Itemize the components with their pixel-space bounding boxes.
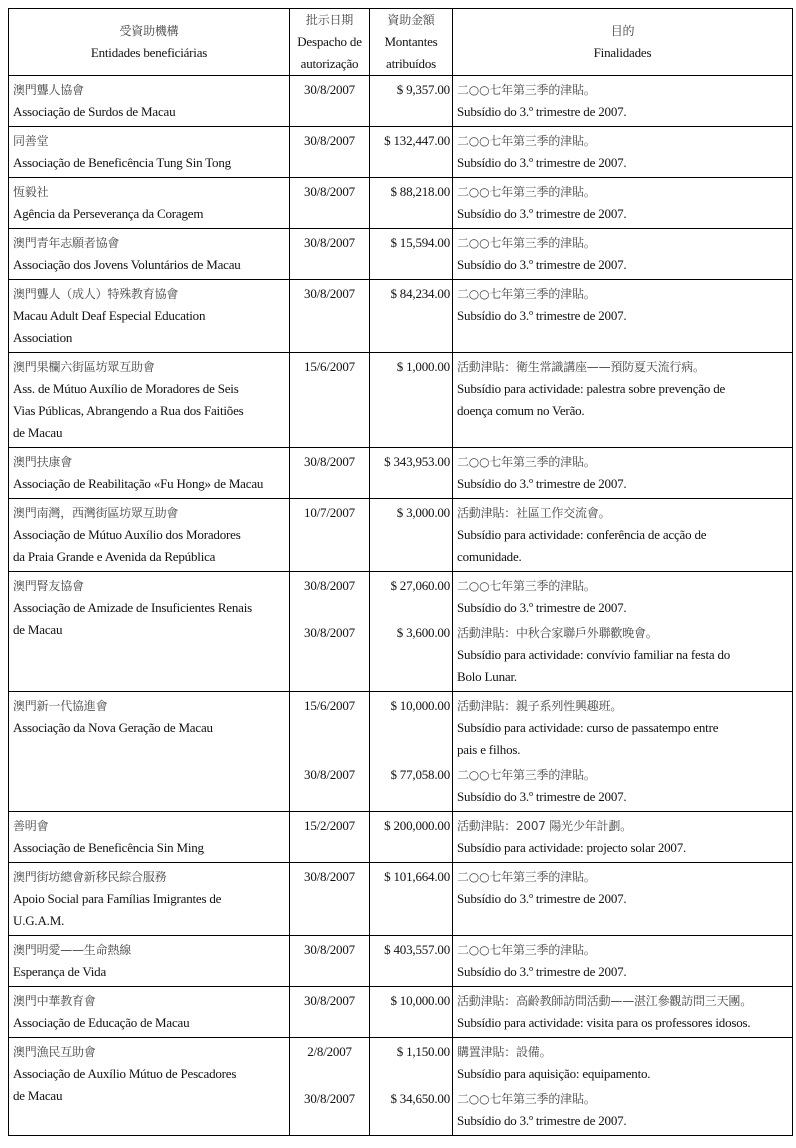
authorization-date: 15/6/2007: [304, 359, 355, 374]
entity-name-line: Associação de Amizade de Insuficientes Renais: [13, 600, 252, 615]
table-row: [9, 812, 793, 863]
amount: $ 77,058.00: [390, 767, 450, 782]
entries: [290, 987, 793, 1037]
date-cell: [290, 1085, 370, 1135]
purpose-line: Subsídio do 3.º trimestre de 2007.: [457, 476, 627, 491]
header-amount: [370, 9, 453, 75]
header-label: Entidades beneficiárias: [90, 45, 208, 60]
purpose-line: comunidade.: [457, 549, 522, 564]
purpose-line: Subsídio para actividade: projecto solar 2007.: [457, 840, 687, 855]
amount: $ 88,218.00: [390, 184, 450, 199]
amount-cell: [370, 863, 453, 935]
purpose-line: Subsídio do 3.º trimestre de 2007.: [457, 789, 627, 804]
entity-name-line: 澳門新一代協進會: [13, 699, 108, 713]
header-entities: [9, 9, 290, 75]
entity-name-line: 澳門南灣，西灣街區坊眾互助會: [13, 506, 179, 520]
authorization-date: 30/8/2007: [304, 454, 355, 469]
entries: [290, 280, 793, 352]
purpose-line: Subsídio para actividade: convívio familiar na festa do: [457, 647, 731, 662]
entity-name-line: 澳門中華教育會: [13, 994, 96, 1008]
amount-cell: [370, 229, 453, 279]
subsidy-table: [8, 8, 793, 1136]
subsidy-entry: [290, 987, 793, 1037]
entity-cell: [9, 76, 290, 126]
amount-cell: [370, 619, 453, 691]
purpose-cell: [453, 936, 793, 986]
authorization-date: 30/8/2007: [304, 767, 355, 782]
entity-cell: [9, 178, 290, 228]
authorization-date: 30/8/2007: [304, 1091, 355, 1106]
entity-cell: [9, 572, 290, 691]
subsidy-entry: [290, 572, 793, 619]
table-row: [9, 692, 793, 812]
purpose-line: 二○○七年第三季的津貼。: [457, 185, 596, 199]
date-cell: [290, 863, 370, 935]
header-label: 目的: [610, 24, 635, 38]
subsidy-entry: [290, 127, 793, 177]
entity-name-line: Associação de Reabilitação «Fu Hong» de Macau: [13, 476, 264, 491]
header-label: Despacho de: [297, 34, 362, 49]
entity-name-line: de Macau: [13, 1088, 63, 1103]
date-cell: [290, 572, 370, 619]
purpose-line: 二○○七年第三季的津貼。: [457, 287, 596, 301]
amount: $ 27,060.00: [390, 578, 450, 593]
table-header: [9, 9, 793, 76]
authorization-date: 30/8/2007: [304, 578, 355, 593]
purpose-line: 二○○七年第三季的津貼。: [457, 134, 596, 148]
subsidy-entry: [290, 353, 793, 447]
subsidy-entry: [290, 1038, 793, 1085]
entity-name-line: Association: [13, 330, 73, 345]
amount-cell: [370, 448, 453, 498]
date-cell: [290, 619, 370, 691]
entity-cell: [9, 229, 290, 279]
table-row: [9, 863, 793, 936]
date-cell: [290, 692, 370, 761]
entries: [290, 178, 793, 228]
authorization-date: 30/8/2007: [304, 235, 355, 250]
entity-name-line: de Macau: [13, 622, 63, 637]
subsidy-entry: [290, 1085, 793, 1135]
purpose-cell: [453, 812, 793, 862]
purpose-cell: [453, 761, 793, 811]
purpose-cell: [453, 76, 793, 126]
table-row: [9, 936, 793, 987]
amount-cell: [370, 812, 453, 862]
header-label: autorização: [300, 56, 359, 71]
table-row: [9, 987, 793, 1038]
table-row: [9, 76, 793, 127]
purpose-line: Subsídio para actividade: visita para os professores idosos.: [457, 1015, 751, 1030]
amount: $ 84,234.00: [390, 286, 450, 301]
purpose-line: 二○○七年第三季的津貼。: [457, 236, 596, 250]
amount: $ 9,357.00: [396, 82, 450, 97]
entity-name-line: Vias Públicas, Abrangendo a Rua dos Faitiões: [13, 403, 244, 418]
entity-name-line: 澳門聾人協會: [13, 83, 84, 97]
amount-cell: [370, 1085, 453, 1135]
purpose-cell: [453, 1038, 793, 1085]
purpose-line: Subsídio do 3.º trimestre de 2007.: [457, 600, 627, 615]
entity-name-line: Associação dos Jovens Voluntários de Macau: [13, 257, 241, 272]
subsidy-entry: [290, 499, 793, 571]
date-cell: [290, 127, 370, 177]
subsidy-entry: [290, 812, 793, 862]
amount: $ 3,000.00: [396, 505, 450, 520]
purpose-line: 二○○七年第三季的津貼。: [457, 83, 596, 97]
subsidy-entry: [290, 761, 793, 811]
purpose-line: 購置津貼：設備。: [457, 1045, 552, 1059]
date-cell: [290, 936, 370, 986]
purpose-line: Subsídio do 3.º trimestre de 2007.: [457, 891, 627, 906]
purpose-line: Subsídio para actividade: curso de passatempo entre: [457, 720, 719, 735]
table-row: [9, 353, 793, 448]
amount: $ 343,953.00: [384, 454, 450, 469]
entity-name-line: 同善堂: [13, 134, 49, 148]
purpose-cell: [453, 448, 793, 498]
table-row: [9, 229, 793, 280]
entity-name-line: Associação de Surdos de Macau: [13, 104, 176, 119]
entity-name-line: Agência da Perseverança da Coragem: [13, 206, 204, 221]
authorization-date: 30/8/2007: [304, 184, 355, 199]
authorization-date: 30/8/2007: [304, 993, 355, 1008]
entity-name-line: 澳門果欄六街區坊眾互助會: [13, 360, 155, 374]
entity-name-line: 澳門明愛——生命熱線: [13, 943, 132, 957]
purpose-line: Subsídio para aquisição: equipamento.: [457, 1066, 651, 1081]
subsidy-entry: [290, 76, 793, 126]
date-cell: [290, 280, 370, 352]
authorization-date: 10/7/2007: [304, 505, 355, 520]
purpose-line: Subsídio do 3.º trimestre de 2007.: [457, 206, 627, 221]
purpose-cell: [453, 863, 793, 935]
purpose-line: 二○○七年第三季的津貼。: [457, 943, 596, 957]
amount-cell: [370, 76, 453, 126]
entity-cell: [9, 280, 290, 352]
date-cell: [290, 229, 370, 279]
authorization-date: 30/8/2007: [304, 625, 355, 640]
date-cell: [290, 499, 370, 571]
purpose-cell: [453, 692, 793, 761]
purpose-cell: [453, 178, 793, 228]
authorization-date: 30/8/2007: [304, 286, 355, 301]
purpose-line: Bolo Lunar.: [457, 669, 517, 684]
entity-cell: [9, 812, 290, 862]
entity-name-line: Associação de Mútuo Auxílio dos Moradores: [13, 527, 241, 542]
purpose-line: 活動津貼：2007 陽光少年計劃。: [457, 819, 632, 833]
purpose-line: Subsídio para actividade: conferência de acção de: [457, 527, 707, 542]
table-body: [9, 76, 793, 1136]
entity-name-line: Apoio Social para Famílias Imigrantes de: [13, 891, 222, 906]
header-date: [290, 9, 370, 75]
header-label: Finalidades: [593, 45, 652, 60]
subsidy-entry: [290, 280, 793, 352]
entries: [290, 127, 793, 177]
purpose-line: Subsídio do 3.º trimestre de 2007.: [457, 1113, 627, 1128]
entity-name-line: de Macau: [13, 425, 63, 440]
entity-cell: [9, 692, 290, 811]
entries: [290, 229, 793, 279]
date-cell: [290, 1038, 370, 1085]
table-row: [9, 499, 793, 572]
date-cell: [290, 353, 370, 447]
subsidy-entry: [290, 448, 793, 498]
purpose-line: 活動津貼：中秋合家聯戶外聯歡晚會。: [457, 626, 658, 640]
authorization-date: 30/8/2007: [304, 82, 355, 97]
purpose-line: 活動津貼：親子系列性興趣班。: [457, 699, 623, 713]
entity-name-line: 恆毅社: [13, 185, 49, 199]
entity-cell: [9, 1038, 290, 1135]
purpose-cell: [453, 499, 793, 571]
subsidy-entry: [290, 936, 793, 986]
amount-cell: [370, 761, 453, 811]
purpose-cell: [453, 280, 793, 352]
purpose-cell: [453, 572, 793, 619]
amount-cell: [370, 1038, 453, 1085]
entity-name-line: Esperança de Vida: [13, 964, 107, 979]
amount: $ 101,664.00: [384, 869, 450, 884]
header-label: 資助金額: [387, 13, 435, 27]
purpose-line: doença comum no Verão.: [457, 403, 585, 418]
entries: [290, 572, 793, 691]
amount-cell: [370, 692, 453, 761]
amount: $ 1,000.00: [396, 359, 450, 374]
date-cell: [290, 448, 370, 498]
table-row: [9, 1038, 793, 1136]
purpose-line: 二○○七年第三季的津貼。: [457, 768, 596, 782]
purpose-line: Subsídio do 3.º trimestre de 2007.: [457, 308, 627, 323]
entity-name-line: Macau Adult Deaf Especial Education: [13, 308, 206, 323]
subsidy-entry: [290, 619, 793, 691]
authorization-date: 15/2/2007: [304, 818, 355, 833]
entity-cell: [9, 987, 290, 1037]
authorization-date: 30/8/2007: [304, 942, 355, 957]
entity-name-line: da Praia Grande e Avenida da República: [13, 549, 216, 564]
entries: [290, 499, 793, 571]
purpose-line: 活動津貼：社區工作交流會。: [457, 506, 611, 520]
amount-cell: [370, 280, 453, 352]
entity-cell: [9, 353, 290, 447]
purpose-line: Subsídio para actividade: palestra sobre prevenção de: [457, 381, 726, 396]
entity-name-line: 澳門扶康會: [13, 455, 73, 469]
entity-cell: [9, 448, 290, 498]
entity-name-line: Associação de Beneficência Tung Sin Tong: [13, 155, 231, 170]
purpose-line: 活動津貼：高齡教師訪問活動——湛江參觀訪問三天團。: [457, 994, 753, 1008]
amount-cell: [370, 936, 453, 986]
amount: $ 132,447.00: [384, 133, 450, 148]
table-row: [9, 178, 793, 229]
header-label: 受資助機構: [119, 24, 179, 38]
entity-name-line: 澳門街坊總會新移民綜合服務: [13, 870, 167, 884]
entries: [290, 863, 793, 935]
entries: [290, 448, 793, 498]
amount: $ 1,150.00: [396, 1044, 450, 1059]
entity-name-line: 澳門聾人（成人）特殊教育協會: [13, 287, 179, 301]
purpose-line: 二○○七年第三季的津貼。: [457, 455, 596, 469]
purpose-line: Subsídio do 3.º trimestre de 2007.: [457, 964, 627, 979]
authorization-date: 2/8/2007: [307, 1044, 352, 1059]
purpose-cell: [453, 987, 793, 1037]
entity-name-line: Ass. de Mútuo Auxílio de Moradores de Seis: [13, 381, 239, 396]
amount-cell: [370, 127, 453, 177]
subsidy-entry: [290, 178, 793, 228]
amount: $ 403,557.00: [384, 942, 450, 957]
table-row: [9, 572, 793, 692]
entity-name-line: Associação de Beneficência Sin Ming: [13, 840, 204, 855]
entity-cell: [9, 936, 290, 986]
date-cell: [290, 987, 370, 1037]
table-row: [9, 448, 793, 499]
purpose-cell: [453, 127, 793, 177]
purpose-line: 二○○七年第三季的津貼。: [457, 870, 596, 884]
entries: [290, 1038, 793, 1135]
entity-name-line: Associação da Nova Geração de Macau: [13, 720, 213, 735]
purpose-line: Subsídio do 3.º trimestre de 2007.: [457, 155, 627, 170]
purpose-line: 活動津貼：衛生常識講座——預防夏天流行病。: [457, 360, 705, 374]
header-purpose: [453, 9, 793, 75]
amount: $ 15,594.00: [390, 235, 450, 250]
subsidy-entry: [290, 863, 793, 935]
date-cell: [290, 761, 370, 811]
purpose-line: Subsídio do 3.º trimestre de 2007.: [457, 104, 627, 119]
header-label: 批示日期: [305, 13, 354, 27]
entity-name-line: 善明會: [13, 819, 49, 833]
amount-cell: [370, 353, 453, 447]
entries: [290, 812, 793, 862]
purpose-line: Subsídio do 3.º trimestre de 2007.: [457, 257, 627, 272]
purpose-cell: [453, 229, 793, 279]
amount: $ 10,000.00: [390, 698, 450, 713]
purpose-cell: [453, 353, 793, 447]
entries: [290, 936, 793, 986]
purpose-line: pais e filhos.: [457, 742, 521, 757]
authorization-date: 30/8/2007: [304, 869, 355, 884]
authorization-date: 15/6/2007: [304, 698, 355, 713]
entity-name-line: 澳門腎友協會: [13, 579, 84, 593]
amount-cell: [370, 572, 453, 619]
entity-name-line: U.G.A.M.: [13, 913, 65, 928]
date-cell: [290, 812, 370, 862]
purpose-cell: [453, 1085, 793, 1135]
entity-name-line: 澳門漁民互助會: [13, 1045, 96, 1059]
entries: [290, 76, 793, 126]
amount-cell: [370, 987, 453, 1037]
entity-name-line: Associação de Educação de Macau: [13, 1015, 190, 1030]
entity-name-line: 澳門青年志願者協會: [13, 236, 120, 250]
entries: [290, 692, 793, 811]
header-label: atribuídos: [386, 56, 436, 71]
amount: $ 3,600.00: [396, 625, 450, 640]
amount: $ 34,650.00: [390, 1091, 450, 1106]
entity-cell: [9, 499, 290, 571]
purpose-line: 二○○七年第三季的津貼。: [457, 579, 596, 593]
table-row: [9, 127, 793, 178]
entity-cell: [9, 127, 290, 177]
subsidy-entry: [290, 229, 793, 279]
table-row: [9, 280, 793, 353]
purpose-cell: [453, 619, 793, 691]
amount: $ 200,000.00: [384, 818, 450, 833]
entity-cell: [9, 863, 290, 935]
amount-cell: [370, 178, 453, 228]
date-cell: [290, 178, 370, 228]
purpose-line: 二○○七年第三季的津貼。: [457, 1092, 596, 1106]
subsidy-entry: [290, 692, 793, 761]
amount-cell: [370, 499, 453, 571]
entity-name-line: Associação de Auxílio Mútuo de Pescadores: [13, 1066, 237, 1081]
entries: [290, 353, 793, 447]
authorization-date: 30/8/2007: [304, 133, 355, 148]
amount: $ 10,000.00: [390, 993, 450, 1008]
header-label: Montantes: [384, 34, 438, 49]
date-cell: [290, 76, 370, 126]
